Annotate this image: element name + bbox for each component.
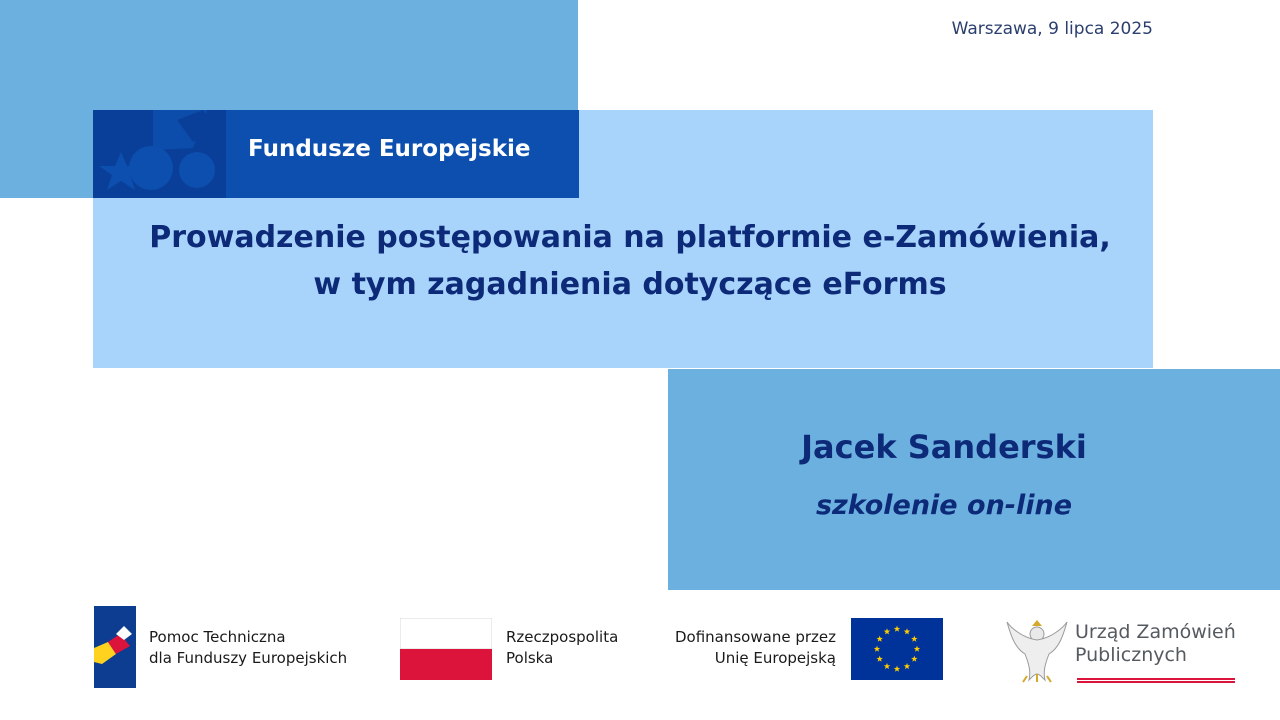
eu-line-2: Unię Europejską [714,649,836,667]
session-type: szkolenie on-line [815,490,1073,521]
slide-title [93,214,1167,308]
uzp-line-2: Publicznych [1075,644,1187,666]
logo-footer [0,590,1280,720]
pomoc-line-2: dla Funduszy Europejskich [149,649,348,667]
speaker-name: Jacek Sanderski [801,428,1087,466]
eu-line-1: Dofinansowane przez [674,628,836,646]
slide-date: Warszawa, 9 lipca 2025 [951,19,1153,39]
eu-cofunding-label [636,627,836,669]
rp-line-2: Polska [506,649,554,667]
uzp-line-1: Urząd Zamówień [1075,621,1236,643]
polish-flag-icon [400,618,492,680]
program-label: Fundusze Europejskie [248,136,531,162]
pomoc-techniczna-label [149,627,347,669]
title-line-2: w tym zagadnienia dotyczące eForms [313,267,947,302]
uzp-underline [1077,678,1235,683]
rzeczpospolita-label [506,627,618,669]
white-eagle-emblem-icon [1005,614,1069,686]
rp-line-1: Rzeczpospolita [506,628,619,646]
speaker-panel [668,369,1280,590]
fundusze-europejskie-banner [93,110,579,198]
eu-stars-emblem-icon [93,110,226,198]
uzp-label [1075,621,1236,667]
title-line-1: Prowadzenie postępowania na platformie e-Zamówienia, [149,220,1111,255]
pomoc-line-1: Pomoc Techniczna [149,628,286,646]
fe-flag-logo-icon [94,606,136,688]
eu-flag-icon [851,618,943,680]
